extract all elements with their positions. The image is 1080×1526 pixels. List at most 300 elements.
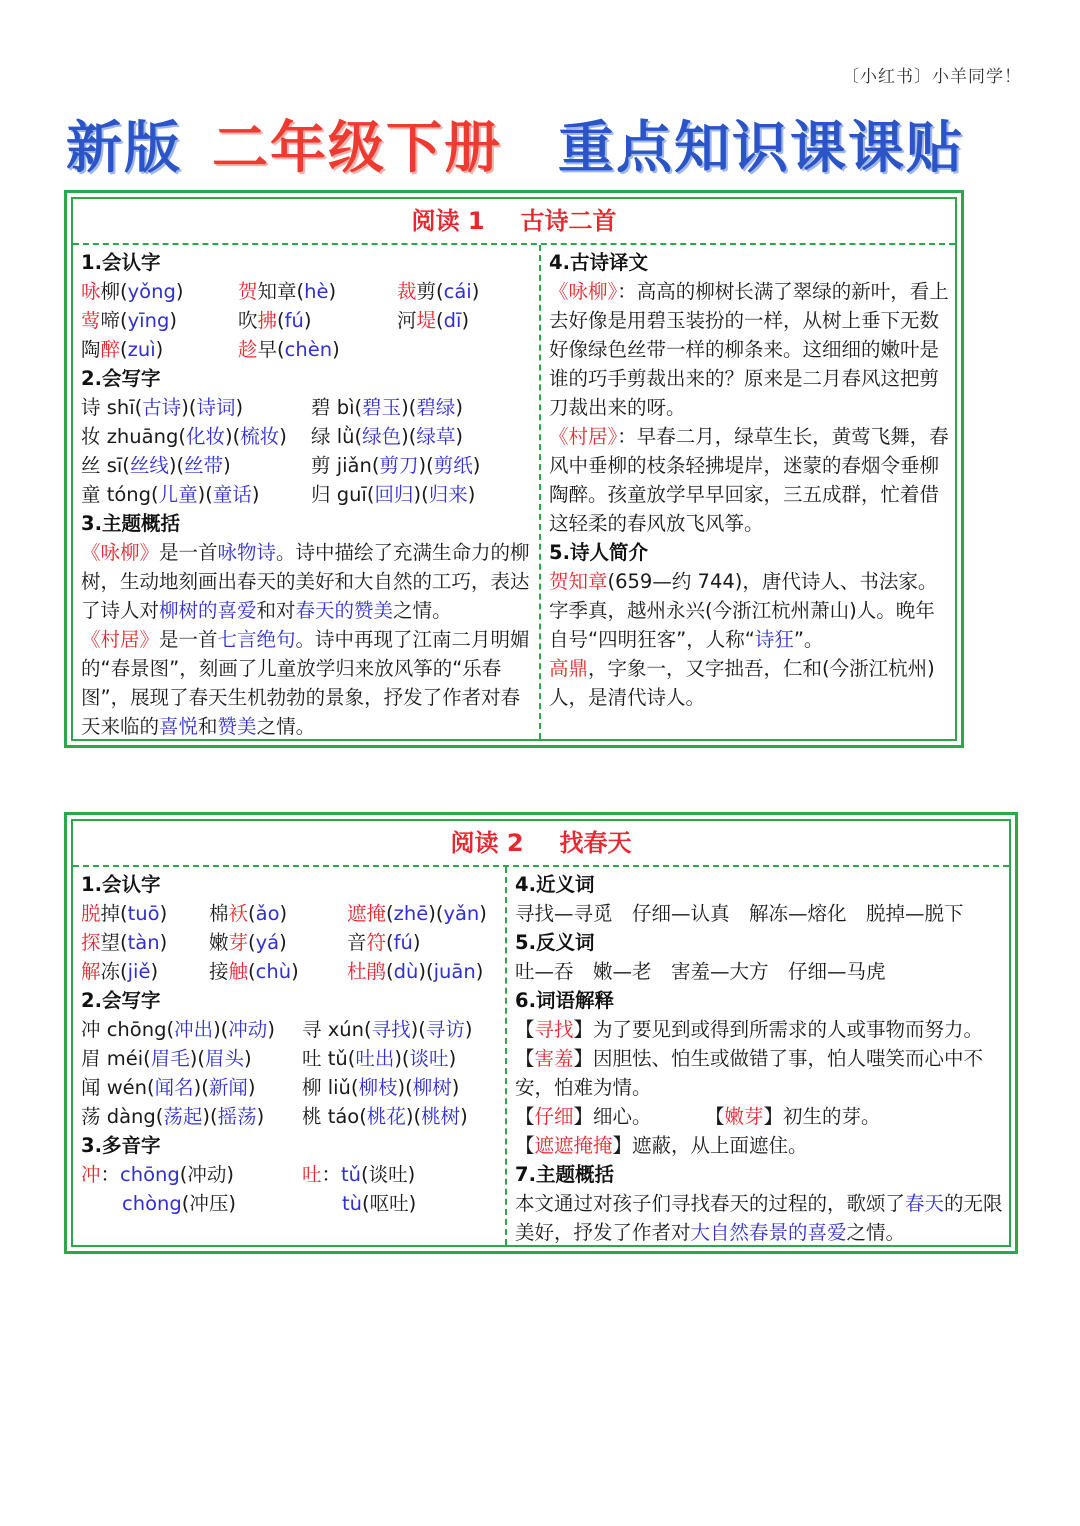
blue-text: 柳树的喜爱 bbox=[159, 599, 257, 622]
text-run: ( bbox=[248, 902, 256, 925]
word-item bbox=[302, 1102, 468, 1131]
section-heading: 1.会认字 bbox=[81, 873, 161, 896]
word-item bbox=[81, 1102, 264, 1131]
text-run: ( bbox=[386, 902, 394, 925]
text-run: 】初生的芽。 bbox=[763, 1105, 881, 1128]
word-item bbox=[302, 1044, 456, 1073]
red-text: 贺 bbox=[238, 280, 258, 303]
text-run: 【 bbox=[515, 1105, 535, 1128]
text-run: ( bbox=[386, 931, 394, 954]
blue-text: 碧绿 bbox=[416, 396, 456, 419]
blue-text: tǔ bbox=[341, 1163, 362, 1186]
blue-text: 冲动 bbox=[228, 1018, 268, 1041]
polyphone-item bbox=[342, 1189, 416, 1218]
blue-text: cái bbox=[443, 280, 472, 303]
text-run: 闻 wén( bbox=[81, 1076, 155, 1099]
text-run: ：早春二月，绿草生长，黄莺飞舞，春风中垂柳的枝条轻拂堤岸，迷蒙的春烟令垂柳陶醉。孩童放学早早回家，三五成群，忙着借这轻柔的春风放飞风筝。 bbox=[549, 425, 949, 535]
text-run: ： bbox=[321, 1163, 342, 1186]
definition-row bbox=[515, 1102, 1005, 1131]
word-row bbox=[81, 899, 499, 928]
blue-text: 儿童 bbox=[158, 483, 198, 506]
text-run: ) bbox=[247, 1076, 256, 1099]
polyphone-item bbox=[81, 1160, 234, 1189]
text-run: 诗 shī( bbox=[81, 396, 143, 419]
text-run: )( bbox=[189, 1047, 205, 1070]
paragraph bbox=[515, 1189, 1005, 1247]
word-row bbox=[81, 480, 531, 509]
blue-text: 吐出 bbox=[355, 1047, 395, 1070]
word-item bbox=[81, 306, 177, 335]
red-text: 咏 bbox=[81, 280, 101, 303]
word-item bbox=[238, 335, 340, 364]
word-item bbox=[81, 335, 163, 364]
text-run: )( bbox=[401, 396, 417, 419]
word-item bbox=[238, 277, 336, 306]
text-run: ) bbox=[464, 1018, 473, 1041]
word-row bbox=[81, 306, 531, 335]
red-text: 脱 bbox=[81, 902, 101, 925]
blue-text: 绿色 bbox=[362, 425, 402, 448]
red-text: 《咏柳》 bbox=[549, 280, 618, 303]
blue-text: 喜悦 bbox=[159, 715, 199, 738]
text-run: ( bbox=[277, 309, 285, 332]
text-run: ： bbox=[100, 1163, 121, 1186]
red-text: 《村居》 bbox=[549, 425, 618, 448]
text-run: ( bbox=[248, 931, 256, 954]
text-run: ) bbox=[251, 483, 260, 506]
text-run: ) bbox=[412, 931, 421, 954]
text-run: )( bbox=[213, 1018, 229, 1041]
watermark: 〔小红书〕小羊同学！ bbox=[842, 67, 1022, 87]
text-run: 剪 jiǎn( bbox=[311, 454, 380, 477]
synonym-line: 寻找—寻觅 仔细—认真 解冻—熔化 脱掉—脱下 bbox=[515, 902, 964, 925]
blue-text: chù bbox=[255, 960, 292, 983]
red-text: 探 bbox=[81, 931, 101, 954]
card-frame bbox=[71, 197, 957, 741]
section-heading: 7.主题概括 bbox=[515, 1163, 614, 1186]
word-item bbox=[81, 277, 183, 306]
text-run: ) bbox=[175, 280, 184, 303]
word-item bbox=[209, 957, 299, 986]
blue-text: 春天的赞美 bbox=[295, 599, 394, 622]
word-row bbox=[81, 422, 531, 451]
text-run: 是一首 bbox=[159, 628, 218, 651]
red-text: 裁 bbox=[397, 280, 417, 303]
blue-text: 柳枝 bbox=[358, 1076, 398, 1099]
text-run: 本文通过对孩子们寻找春天的过程的，歌颂了 bbox=[515, 1192, 906, 1215]
text-run: (谈吐) bbox=[361, 1163, 416, 1186]
definition-item bbox=[515, 1131, 1005, 1160]
text-run: ) bbox=[243, 1047, 252, 1070]
word-item bbox=[397, 306, 469, 335]
blue-text: 荡起 bbox=[163, 1105, 203, 1128]
text-run: ) bbox=[159, 931, 168, 954]
text-run: ) bbox=[455, 425, 463, 448]
paragraph bbox=[549, 277, 951, 422]
blue-text: juān bbox=[433, 960, 476, 983]
text-run: 之情。 bbox=[393, 599, 452, 622]
text-run: )( bbox=[168, 454, 185, 477]
paragraph bbox=[81, 625, 531, 741]
red-text: 《咏柳》 bbox=[81, 541, 160, 564]
text-run: 【 bbox=[515, 1134, 535, 1157]
text-run: )( bbox=[418, 454, 434, 477]
blue-text: dī bbox=[443, 309, 462, 332]
word-item bbox=[302, 1073, 459, 1102]
blue-text: 柳树 bbox=[412, 1076, 452, 1099]
word-row bbox=[81, 1073, 499, 1102]
text-run: ) bbox=[155, 338, 164, 361]
word-item bbox=[209, 928, 287, 957]
lesson-number: 阅读 2 bbox=[450, 829, 524, 857]
word-row bbox=[81, 451, 531, 480]
card-heading bbox=[73, 199, 955, 245]
red-text: 解 bbox=[81, 960, 101, 983]
blue-text: jiě bbox=[127, 960, 151, 983]
text-run: 【 bbox=[705, 1105, 725, 1128]
red-text: 趁 bbox=[238, 338, 258, 361]
blue-text: 剪刀 bbox=[379, 454, 419, 477]
column-divider bbox=[539, 245, 541, 739]
blue-text: 春天 bbox=[905, 1192, 945, 1215]
text-run: ) bbox=[451, 1076, 460, 1099]
text-run: ) bbox=[467, 483, 476, 506]
text-run: 】细心。 bbox=[573, 1105, 652, 1128]
word-item bbox=[347, 899, 487, 928]
text-run: 绿 lǜ( bbox=[311, 425, 363, 448]
text-run: 掉( bbox=[100, 902, 128, 925]
polyphone-item bbox=[122, 1189, 236, 1218]
red-text: 寻找 bbox=[534, 1018, 574, 1041]
blue-text: 碧玉 bbox=[362, 396, 402, 419]
text-run: )( bbox=[394, 1047, 410, 1070]
blue-text: 丝线 bbox=[129, 454, 169, 477]
blue-text: zhē bbox=[393, 902, 429, 925]
definition-item bbox=[515, 1102, 652, 1131]
text-run: 啼( bbox=[100, 309, 128, 332]
text-run: ) bbox=[159, 902, 168, 925]
blue-text: 七言绝句 bbox=[217, 628, 296, 651]
blue-text: 化妆 bbox=[185, 425, 225, 448]
text-run: 望( bbox=[100, 931, 128, 954]
text-run: )( bbox=[413, 483, 429, 506]
left-column bbox=[81, 248, 531, 741]
blue-text: 赞美 bbox=[217, 715, 257, 738]
word-item bbox=[311, 480, 475, 509]
text-run: ”。 bbox=[793, 628, 824, 651]
blue-text: hè bbox=[304, 280, 329, 303]
text-run: ) bbox=[169, 309, 177, 332]
blue-text: tàn bbox=[127, 931, 160, 954]
text-run: 】遮蔽，从上面遮住。 bbox=[612, 1134, 808, 1157]
polyphone-item bbox=[302, 1160, 415, 1189]
card-heading bbox=[73, 821, 1009, 867]
text-run: 柳( bbox=[100, 280, 128, 303]
text-run: 陶 bbox=[81, 338, 101, 361]
text-run: 桃 táo( bbox=[302, 1105, 367, 1128]
text-run: 冻( bbox=[100, 960, 128, 983]
text-run: 【 bbox=[515, 1018, 535, 1041]
text-run: ) bbox=[235, 396, 244, 419]
blue-text: yǒng bbox=[127, 280, 176, 303]
red-text: 遮遮掩掩 bbox=[534, 1134, 613, 1157]
text-run: (呕吐) bbox=[362, 1192, 417, 1215]
text-run: 和对 bbox=[256, 599, 296, 622]
red-text: 莺 bbox=[81, 309, 101, 332]
section-heading: 3.多音字 bbox=[81, 1134, 161, 1157]
text-run: 妆 zhuāng( bbox=[81, 425, 186, 448]
word-item bbox=[81, 957, 158, 986]
word-row bbox=[81, 1102, 499, 1131]
text-run: 柳 liǔ( bbox=[302, 1076, 359, 1099]
text-run: ) bbox=[475, 960, 484, 983]
blue-text: 丝带 bbox=[184, 454, 224, 477]
text-run: ( bbox=[436, 309, 444, 332]
section-heading: 2.会写字 bbox=[81, 367, 161, 390]
text-run: ) bbox=[455, 396, 463, 419]
blue-text: 寻访 bbox=[425, 1018, 465, 1041]
word-item bbox=[81, 899, 167, 928]
text-run: 嫩 bbox=[209, 931, 229, 954]
blue-text: 古诗 bbox=[142, 396, 182, 419]
card-reading-1 bbox=[64, 190, 964, 748]
text-run: ( bbox=[120, 338, 128, 361]
blue-text: 回归 bbox=[374, 483, 414, 506]
red-text: 袄 bbox=[228, 902, 249, 925]
column-divider bbox=[505, 867, 507, 1245]
text-run: 寻 xún( bbox=[302, 1018, 372, 1041]
text-run: ) bbox=[279, 902, 288, 925]
text-run: ) bbox=[479, 902, 487, 925]
blue-text: 寻找 bbox=[371, 1018, 411, 1041]
red-text: 贺知章 bbox=[549, 570, 608, 593]
definition-item bbox=[705, 1102, 881, 1131]
title-part-new: 新版 bbox=[66, 116, 182, 181]
blue-text: chōng bbox=[120, 1163, 180, 1186]
title-part-topic: 重点知识课课贴 bbox=[558, 116, 964, 181]
text-run: 音 bbox=[347, 931, 367, 954]
word-row bbox=[81, 1044, 499, 1073]
text-run: 接 bbox=[209, 960, 229, 983]
text-run: 碧 bì( bbox=[311, 396, 363, 419]
text-run: 归 guī( bbox=[311, 483, 375, 506]
blue-text: 摇荡 bbox=[217, 1105, 257, 1128]
right-column bbox=[515, 870, 1005, 1247]
polyphone-row bbox=[81, 1160, 499, 1189]
text-run: )( bbox=[428, 902, 444, 925]
word-row bbox=[81, 1015, 499, 1044]
text-run: ，字象一，又字拙吾，仁和(今浙江杭州)人，是清代诗人。 bbox=[549, 657, 935, 709]
section-heading: 5.反义词 bbox=[515, 931, 595, 954]
text-run: 河 bbox=[397, 309, 417, 332]
text-run: ( bbox=[248, 960, 256, 983]
word-item bbox=[311, 451, 480, 480]
lesson-title: 古诗二首 bbox=[520, 207, 617, 235]
section-heading: 4.古诗译文 bbox=[549, 251, 648, 274]
red-text: 杜鹃 bbox=[347, 960, 387, 983]
text-run: (659—约 744)，唐代诗人、书法家。字季真，越州永兴(今浙江杭州萧山)人。晚年自号“四明狂客”，人称“ bbox=[549, 570, 938, 651]
text-run: 吐 tǔ( bbox=[302, 1047, 356, 1070]
text-run: )( bbox=[405, 1105, 422, 1128]
word-row bbox=[81, 277, 531, 306]
text-run: 的无限美好，抒发了作者对 bbox=[515, 1192, 1003, 1244]
blue-text: zuì bbox=[127, 338, 156, 361]
text-run: ) bbox=[150, 960, 159, 983]
word-item bbox=[81, 1073, 255, 1102]
card-reading-2 bbox=[64, 812, 1018, 1254]
text-run: )( bbox=[181, 396, 197, 419]
section-heading: 5.诗人简介 bbox=[549, 541, 648, 564]
blue-text: chòng bbox=[122, 1192, 182, 1215]
blue-text: tuō bbox=[127, 902, 160, 925]
text-run: ) bbox=[279, 931, 287, 954]
word-item bbox=[311, 422, 463, 451]
text-run: )( bbox=[418, 960, 434, 983]
text-run: 】因胆怯、怕生或做错了事，怕人嗤笑而心中不安，怕难为情。 bbox=[515, 1047, 984, 1099]
text-run: 。诗中描绘了充满生命力的柳树，生动地刻画出春天的美好和大自然的工巧，表达了诗人对 bbox=[81, 541, 530, 622]
text-run: 。诗中再现了江南二月明媚的“春景图”，刻画了儿童放学归来放风筝的“乐春图”，展现了春天生机勃勃的景象，抒发了作者对春天来临的 bbox=[81, 628, 530, 738]
right-column bbox=[549, 248, 951, 712]
definition-item bbox=[515, 1015, 1005, 1044]
blue-text: 闻名 bbox=[154, 1076, 194, 1099]
polyphone-row bbox=[81, 1189, 499, 1218]
text-run: ) bbox=[279, 425, 287, 448]
section-heading: 4.近义词 bbox=[515, 873, 595, 896]
blue-text: 咏物诗 bbox=[217, 541, 277, 564]
red-text: 堤 bbox=[416, 309, 437, 332]
red-text: 嫩芽 bbox=[724, 1105, 764, 1128]
text-run: )( bbox=[401, 425, 417, 448]
word-item bbox=[347, 928, 420, 957]
section-heading: 3.主题概括 bbox=[81, 512, 180, 535]
blue-text: yǎn bbox=[443, 902, 480, 925]
blue-text: ǎo bbox=[255, 902, 280, 925]
blue-text: 谈吐 bbox=[409, 1047, 449, 1070]
text-run: 之情。 bbox=[846, 1221, 906, 1244]
section-heading: 2.会写字 bbox=[81, 989, 161, 1012]
text-run: 冲 chōng( bbox=[81, 1018, 175, 1041]
word-item bbox=[397, 277, 479, 306]
blue-text: yīng bbox=[127, 309, 170, 332]
antonym-line: 吐—吞 嫩—老 害羞—大方 仔细—马虎 bbox=[515, 960, 886, 983]
text-run: ) bbox=[303, 309, 312, 332]
text-run: 丝 sī( bbox=[81, 454, 130, 477]
word-item bbox=[81, 422, 287, 451]
blue-text: 诗狂 bbox=[754, 628, 794, 651]
paragraph bbox=[81, 538, 531, 625]
text-run: )( bbox=[193, 1076, 209, 1099]
text-run: 知章( bbox=[257, 280, 305, 303]
red-text: 仔细 bbox=[534, 1105, 574, 1128]
word-item bbox=[209, 899, 287, 928]
word-row bbox=[81, 957, 499, 986]
blue-text: 梳妆 bbox=[240, 425, 280, 448]
blue-text: fú bbox=[393, 931, 413, 954]
text-run: )( bbox=[224, 425, 241, 448]
word-item bbox=[347, 957, 483, 986]
red-text: 触 bbox=[228, 960, 249, 983]
text-run: ) bbox=[291, 960, 299, 983]
blue-text: 冲出 bbox=[174, 1018, 214, 1041]
word-item bbox=[81, 1044, 252, 1073]
red-text: 醉 bbox=[100, 338, 121, 361]
word-row bbox=[81, 928, 499, 957]
text-run: 早( bbox=[257, 338, 285, 361]
red-text: 符 bbox=[366, 931, 387, 954]
word-row bbox=[81, 335, 531, 364]
paragraph bbox=[549, 422, 951, 538]
blue-text: chèn bbox=[284, 338, 333, 361]
blue-text: 眉头 bbox=[204, 1047, 244, 1070]
paragraph bbox=[549, 567, 951, 654]
text-run: ) bbox=[256, 1105, 265, 1128]
blue-text: 大自然春景的喜爱 bbox=[690, 1221, 847, 1244]
text-run: 和 bbox=[198, 715, 218, 738]
text-run: ( bbox=[386, 960, 394, 983]
blue-text: 归来 bbox=[428, 483, 468, 506]
paragraph bbox=[549, 654, 951, 712]
text-run: ) bbox=[472, 454, 481, 477]
text-run: )( bbox=[197, 483, 213, 506]
definition-item bbox=[515, 1044, 1005, 1102]
section-heading: 6.词语解释 bbox=[515, 989, 614, 1012]
text-run: ) bbox=[448, 1047, 457, 1070]
text-run: 荡 dàng( bbox=[81, 1105, 164, 1128]
word-row bbox=[81, 393, 531, 422]
card-frame bbox=[71, 819, 1011, 1247]
blue-text: 童话 bbox=[212, 483, 252, 506]
text-run: 剪( bbox=[416, 280, 444, 303]
word-item bbox=[238, 306, 311, 335]
text-run: ：高高的柳树长满了翠绿的新叶，看上去好像是用碧玉装扮的一样，从树上垂下无数好像绿色丝带一样的柳条来。这细细的嫩叶是谁的巧手剪裁出来的？原来是二月春风这把剪刀裁出来的呀。 bbox=[549, 280, 949, 419]
text-run: ) bbox=[460, 1105, 468, 1128]
page-title bbox=[0, 104, 1030, 184]
blue-text: dù bbox=[393, 960, 419, 983]
text-run: 吹 bbox=[238, 309, 258, 332]
blue-text: tù bbox=[342, 1192, 363, 1215]
text-run: )( bbox=[397, 1076, 413, 1099]
title-part-grade: 二年级下册 bbox=[212, 116, 502, 181]
text-run: )( bbox=[202, 1105, 218, 1128]
word-item bbox=[81, 1015, 275, 1044]
blue-text: 桃树 bbox=[421, 1105, 461, 1128]
text-run: 眉 méi( bbox=[81, 1047, 151, 1070]
word-item bbox=[311, 393, 463, 422]
red-text: 芽 bbox=[228, 931, 249, 954]
text-run: ) bbox=[332, 338, 340, 361]
word-item bbox=[302, 1015, 472, 1044]
blue-text: 新闻 bbox=[208, 1076, 248, 1099]
blue-text: 绿草 bbox=[416, 425, 456, 448]
word-item bbox=[81, 393, 243, 422]
red-text: 《村居》 bbox=[81, 628, 160, 651]
text-run: (冲动) bbox=[179, 1163, 234, 1186]
red-text: 冲 bbox=[81, 1163, 101, 1186]
text-run: 】为了要见到或得到所需求的人或事物而努力。 bbox=[573, 1018, 984, 1041]
blue-text: yá bbox=[255, 931, 280, 954]
word-item bbox=[81, 451, 231, 480]
text-run: (冲压) bbox=[181, 1192, 236, 1215]
lesson-title: 找春天 bbox=[559, 829, 632, 857]
left-column bbox=[81, 870, 499, 1218]
text-run: 【 bbox=[515, 1047, 535, 1070]
blue-text: 剪纸 bbox=[433, 454, 473, 477]
text-run: ) bbox=[328, 280, 337, 303]
text-run: )( bbox=[410, 1018, 426, 1041]
blue-text: 诗词 bbox=[196, 396, 236, 419]
blue-text: fú bbox=[284, 309, 304, 332]
red-text: 遮掩 bbox=[347, 902, 387, 925]
